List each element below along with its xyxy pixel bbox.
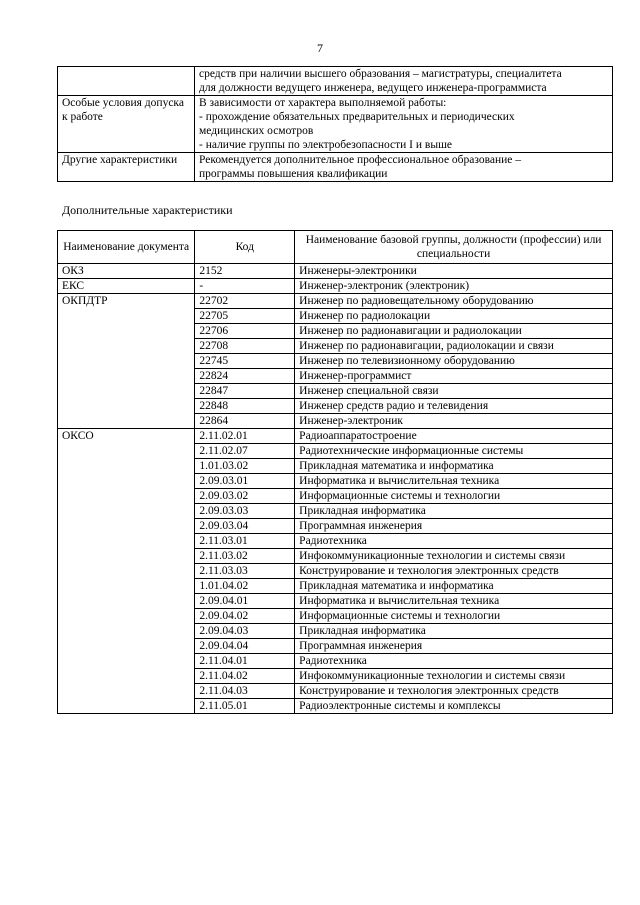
header-name: Наименование базовой группы, должности (профессии) или специальности xyxy=(295,231,613,264)
table-row xyxy=(58,414,613,429)
table-row xyxy=(58,294,613,309)
table-row xyxy=(58,684,613,699)
table-row xyxy=(58,384,613,399)
table-row xyxy=(58,399,613,414)
table-row xyxy=(58,459,613,474)
table-row xyxy=(58,474,613,489)
name-cell: Инженер специальной связи xyxy=(295,384,613,399)
name-cell: Информатика и вычислительная техника xyxy=(295,474,613,489)
code-cell: 2.09.03.04 xyxy=(195,519,295,534)
name-cell: Прикладная информатика xyxy=(295,624,613,639)
document-cell: ОКСО xyxy=(58,429,195,444)
name-cell: Радиоэлектронные системы и комплексы xyxy=(295,699,613,714)
table-row xyxy=(58,654,613,669)
name-cell: Инфокоммуникационные технологии и системы связи xyxy=(295,669,613,684)
document-cell-empty xyxy=(58,399,195,414)
document-cell-empty xyxy=(58,534,195,549)
name-cell: Инженер по телевизионному оборудованию xyxy=(295,354,613,369)
document-cell-empty xyxy=(58,549,195,564)
table-row xyxy=(58,489,613,504)
document-cell-empty xyxy=(58,564,195,579)
document-cell-empty xyxy=(58,609,195,624)
name-cell: Инженер-программист xyxy=(295,369,613,384)
code-cell: 22702 xyxy=(195,294,295,309)
name-cell: Программная инженерия xyxy=(295,639,613,654)
name-cell: Инженер по радионавигации и радиолокации xyxy=(295,324,613,339)
table-row xyxy=(58,564,613,579)
table-row xyxy=(58,504,613,519)
code-cell: 2.11.03.01 xyxy=(195,534,295,549)
section-title: Дополнительные характеристики xyxy=(62,203,233,217)
table-row xyxy=(58,579,613,594)
name-cell: Инженер средств радио и телевидения xyxy=(295,399,613,414)
table-row xyxy=(58,264,613,279)
name-cell: Инженер по радиолокации xyxy=(295,309,613,324)
name-cell: Инженер по радионавигации, радиолокации и связи xyxy=(295,339,613,354)
table-row xyxy=(58,67,613,96)
code-cell: 2.11.02.07 xyxy=(195,444,295,459)
name-cell: Инженер-электроник xyxy=(295,414,613,429)
characteristics-table xyxy=(57,66,613,182)
table-row xyxy=(58,609,613,624)
document-cell-empty xyxy=(58,339,195,354)
code-cell: 2.09.04.02 xyxy=(195,609,295,624)
code-cell: 2.11.04.02 xyxy=(195,669,295,684)
code-cell: 2.09.03.02 xyxy=(195,489,295,504)
table-header-row xyxy=(58,231,613,264)
content-line: медицинских осмотров xyxy=(199,125,314,137)
table-row xyxy=(58,444,613,459)
code-cell: 2.09.04.01 xyxy=(195,594,295,609)
document-cell-empty xyxy=(58,474,195,489)
document-cell: ОКЗ xyxy=(58,264,195,279)
table-row xyxy=(58,639,613,654)
document-cell-empty xyxy=(58,489,195,504)
document-cell-empty xyxy=(58,624,195,639)
name-cell: Радиотехнические информационные системы xyxy=(295,444,613,459)
code-cell: 22706 xyxy=(195,324,295,339)
name-cell: Информатика и вычислительная техника xyxy=(295,594,613,609)
code-cell: 22864 xyxy=(195,414,295,429)
table-row xyxy=(58,534,613,549)
code-cell: 22705 xyxy=(195,309,295,324)
name-cell: Инфокоммуникационные технологии и системы связи xyxy=(295,549,613,564)
code-cell: 2.11.04.03 xyxy=(195,684,295,699)
table-row xyxy=(58,429,613,444)
name-cell: Информационные системы и технологии xyxy=(295,609,613,624)
page-number: 7 xyxy=(317,41,323,55)
document-cell-empty xyxy=(58,414,195,429)
document-cell-empty xyxy=(58,309,195,324)
document-cell-empty xyxy=(58,639,195,654)
table-row xyxy=(58,339,613,354)
code-cell: - xyxy=(195,279,295,294)
row-content xyxy=(195,153,613,182)
table-row xyxy=(58,519,613,534)
content-line: - наличие группы по электробезопасности I и выше xyxy=(199,139,453,151)
document-cell-empty xyxy=(58,594,195,609)
document-cell: ОКПДТР xyxy=(58,294,195,309)
content-line: В зависимости от характера выполняемой работы: xyxy=(199,97,447,109)
row-content xyxy=(195,67,613,96)
code-cell: 2.11.03.03 xyxy=(195,564,295,579)
document-cell-empty xyxy=(58,699,195,714)
table-row xyxy=(58,153,613,182)
code-cell: 2.09.04.03 xyxy=(195,624,295,639)
table-row xyxy=(58,594,613,609)
row-label xyxy=(58,67,195,96)
code-cell: 2.11.02.01 xyxy=(195,429,295,444)
code-cell: 22847 xyxy=(195,384,295,399)
content-line: Рекомендуется дополнительное профессиональное образование – xyxy=(199,154,522,166)
table-row xyxy=(58,669,613,684)
name-cell: Конструирование и технология электронных средств xyxy=(295,564,613,579)
name-cell: Информационные системы и технологии xyxy=(295,489,613,504)
code-cell: 2.09.03.01 xyxy=(195,474,295,489)
document-cell-empty xyxy=(58,579,195,594)
table-row xyxy=(58,549,613,564)
row-label: Особые условия допуска к работе xyxy=(58,96,195,153)
name-cell: Инженеры-электроники xyxy=(295,264,613,279)
name-cell: Прикладная математика и информатика xyxy=(295,579,613,594)
document-cell-empty xyxy=(58,504,195,519)
name-cell: Инженер-электроник (электроник) xyxy=(295,279,613,294)
code-cell: 2.09.03.03 xyxy=(195,504,295,519)
code-cell: 1.01.04.02 xyxy=(195,579,295,594)
table-row xyxy=(58,354,613,369)
code-cell: 22848 xyxy=(195,399,295,414)
document-cell-empty xyxy=(58,654,195,669)
document-cell-empty xyxy=(58,369,195,384)
name-cell: Прикладная математика и информатика xyxy=(295,459,613,474)
document-cell-empty xyxy=(58,519,195,534)
document-cell-empty xyxy=(58,444,195,459)
name-cell: Прикладная информатика xyxy=(295,504,613,519)
document-cell-empty xyxy=(58,324,195,339)
document-cell-empty xyxy=(58,684,195,699)
code-cell: 2.11.03.02 xyxy=(195,549,295,564)
code-cell: 22824 xyxy=(195,369,295,384)
table-row xyxy=(58,96,613,153)
row-content xyxy=(195,96,613,153)
table-row xyxy=(58,369,613,384)
name-cell: Радиоаппаратостроение xyxy=(295,429,613,444)
name-cell: Программная инженерия xyxy=(295,519,613,534)
code-cell: 1.01.03.02 xyxy=(195,459,295,474)
code-cell: 22745 xyxy=(195,354,295,369)
code-cell: 2.11.05.01 xyxy=(195,699,295,714)
document-cell-empty xyxy=(58,384,195,399)
name-cell: Радиотехника xyxy=(295,654,613,669)
table-row xyxy=(58,699,613,714)
table-row xyxy=(58,309,613,324)
content-line: для должности ведущего инженера, ведущего инженера-программиста xyxy=(199,82,547,94)
name-cell: Радиотехника xyxy=(295,534,613,549)
row-label: Другие характеристики xyxy=(58,153,195,182)
document-cell-empty xyxy=(58,459,195,474)
code-cell: 2.09.04.04 xyxy=(195,639,295,654)
table-row xyxy=(58,624,613,639)
code-cell: 2.11.04.01 xyxy=(195,654,295,669)
table-row xyxy=(58,324,613,339)
header-document: Наименование документа xyxy=(58,231,195,264)
document-cell-empty xyxy=(58,669,195,684)
code-cell: 22708 xyxy=(195,339,295,354)
document-cell: ЕКС xyxy=(58,279,195,294)
table-row xyxy=(58,279,613,294)
header-code: Код xyxy=(195,231,295,264)
content-line: средств при наличии высшего образования – магистратуры, специалитета xyxy=(199,68,562,80)
code-cell: 2152 xyxy=(195,264,295,279)
name-cell: Конструирование и технология электронных средств xyxy=(295,684,613,699)
additional-characteristics-table xyxy=(57,230,613,714)
name-cell: Инженер по радиовещательному оборудованию xyxy=(295,294,613,309)
content-line: - прохождение обязательных предварительных и периодических xyxy=(199,111,515,123)
document-cell-empty xyxy=(58,354,195,369)
content-line: программы повышения квалификации xyxy=(199,168,388,180)
